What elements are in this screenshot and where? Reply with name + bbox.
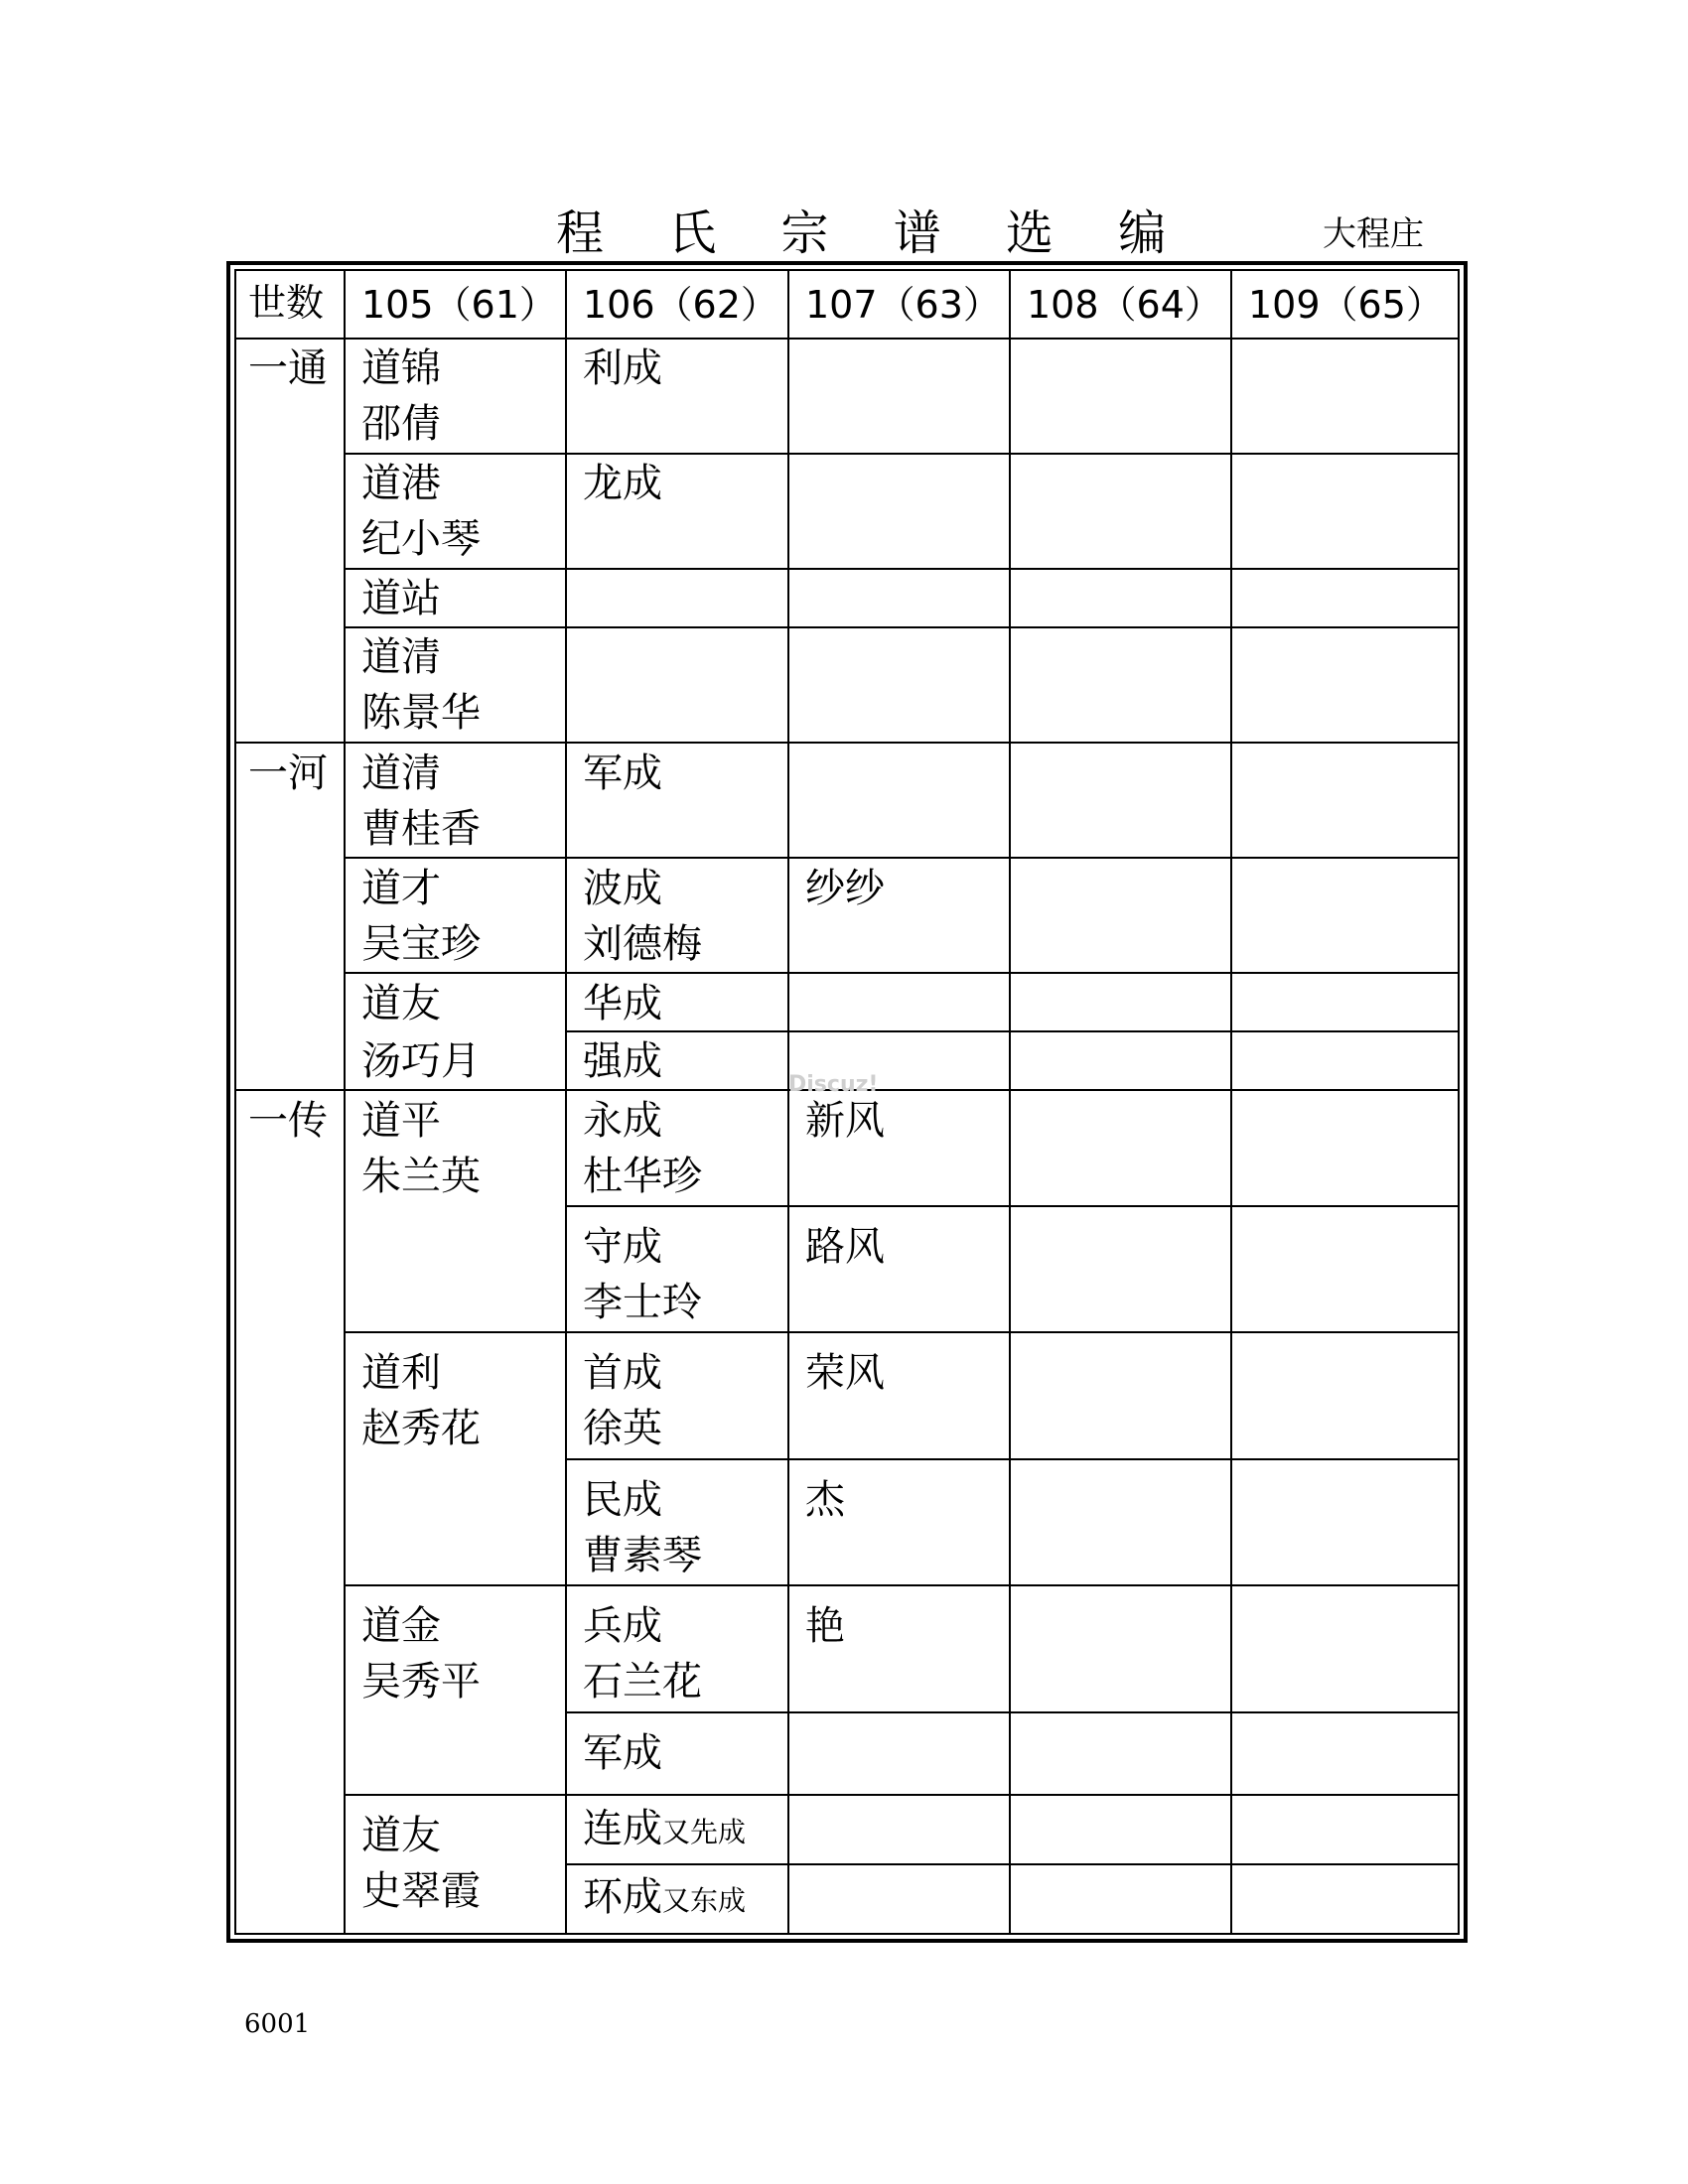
gen107-name: 纱纱	[805, 866, 885, 911]
gen106-entry	[583, 1801, 746, 1864]
gen107-name: 路风	[805, 1224, 885, 1270]
row-divider	[567, 1205, 1458, 1207]
row-divider	[346, 626, 1458, 628]
row-divider	[346, 857, 1458, 859]
gen106-name: 强成	[583, 1038, 662, 1084]
header-label: 世数	[248, 281, 325, 325]
row-divider	[346, 568, 1458, 570]
gen105-spouse: 朱兰英	[361, 1154, 481, 1199]
gen105-name: 道才	[361, 866, 441, 911]
watermark-text: Discuz!	[788, 1072, 879, 1097]
genealogy-table	[236, 271, 1458, 1933]
village-name: 大程庄	[1323, 214, 1424, 254]
row-divider	[567, 1458, 1458, 1460]
column-divider	[1009, 271, 1011, 1933]
gen107-name: 艳	[805, 1603, 845, 1649]
row-divider	[236, 338, 1458, 340]
row-divider	[567, 1711, 1458, 1713]
gen105-name: 道金	[361, 1603, 441, 1649]
gen106-name: 利成	[583, 345, 662, 391]
gen105-name: 道清	[361, 634, 441, 680]
gen105-name: 道平	[361, 1098, 441, 1144]
gen106-spouse: 杜华珍	[583, 1154, 702, 1199]
gen106-name: 军成	[583, 751, 662, 796]
gen106-entry	[583, 1869, 746, 1933]
gen106-spouse: 徐英	[583, 1406, 662, 1451]
branch-name: 一传	[248, 1098, 328, 1144]
header-generation: 105（61）	[361, 283, 557, 327]
alias-note: 又先成	[662, 1816, 747, 1848]
branch-name: 一河	[248, 751, 328, 796]
gen105-spouse: 吴宝珍	[361, 921, 481, 967]
gen106-name: 连成	[583, 1806, 662, 1851]
column-divider	[344, 271, 346, 1933]
alias-note: 又东成	[662, 1884, 747, 1917]
row-divider	[346, 1584, 1458, 1586]
gen106-name: 军成	[583, 1730, 662, 1776]
header-generation: 108（64）	[1027, 283, 1222, 327]
gen107-name: 新风	[805, 1098, 885, 1144]
gen105-spouse: 汤巧月	[361, 1038, 481, 1084]
row-divider	[567, 1030, 1458, 1032]
header-generation: 106（62）	[583, 283, 778, 327]
gen105-spouse: 邵倩	[361, 401, 441, 447]
column-divider	[565, 271, 567, 1933]
gen105-name: 道锦	[361, 345, 441, 391]
page-title: 程 氏 宗 谱 选 编	[556, 205, 1192, 261]
column-divider	[787, 271, 789, 1933]
row-divider	[346, 1331, 1458, 1333]
gen105-spouse: 曹桂香	[361, 806, 481, 852]
gen106-name: 民成	[583, 1477, 662, 1523]
gen105-name: 道利	[361, 1350, 441, 1396]
gen106-name: 波成	[583, 866, 662, 911]
gen107-name: 杰	[805, 1477, 845, 1523]
row-divider	[346, 972, 1458, 974]
gen105-name: 道清	[361, 751, 441, 796]
gen105-name: 道友	[361, 981, 441, 1026]
page-number: 6001	[244, 2009, 311, 2039]
gen106-spouse: 刘德梅	[583, 921, 702, 967]
header-generation: 107（63）	[805, 283, 1001, 327]
gen105-spouse: 陈景华	[361, 690, 481, 736]
gen107-name: 荣风	[805, 1350, 885, 1396]
gen105-name: 道友	[361, 1813, 441, 1858]
gen106-name: 首成	[583, 1350, 662, 1396]
gen106-name: 永成	[583, 1098, 662, 1144]
gen106-name: 环成	[583, 1874, 662, 1920]
column-divider	[1230, 271, 1232, 1933]
gen105-name: 道站	[361, 576, 441, 621]
gen106-spouse: 石兰花	[583, 1659, 702, 1705]
gen106-spouse: 曹素琴	[583, 1533, 702, 1578]
gen106-spouse: 李士玲	[583, 1280, 702, 1325]
branch-name: 一通	[248, 345, 328, 391]
row-divider	[346, 453, 1458, 455]
gen106-name: 兵成	[583, 1603, 662, 1649]
gen106-name: 龙成	[583, 461, 662, 506]
row-divider	[346, 1794, 1458, 1796]
gen105-spouse: 纪小琴	[361, 516, 481, 562]
gen105-spouse: 赵秀花	[361, 1406, 481, 1451]
gen106-name: 华成	[583, 981, 662, 1026]
header-generation: 109（65）	[1248, 283, 1444, 327]
gen105-spouse: 史翠霞	[361, 1868, 481, 1914]
group-divider	[236, 742, 1458, 744]
gen105-spouse: 吴秀平	[361, 1659, 481, 1705]
gen106-name: 守成	[583, 1224, 662, 1270]
gen105-name: 道港	[361, 461, 441, 506]
